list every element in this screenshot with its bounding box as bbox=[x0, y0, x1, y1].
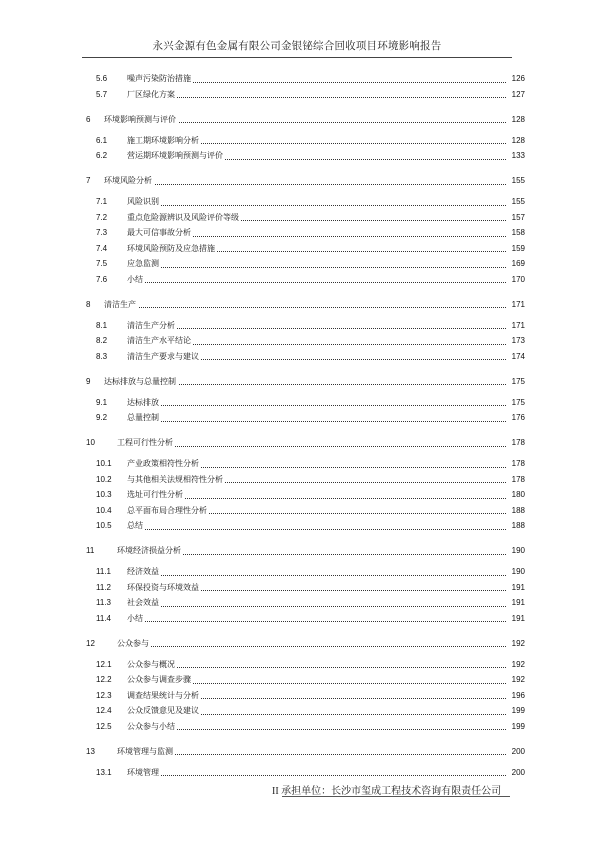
toc-leader-dots bbox=[104, 184, 508, 185]
toc-entry-title: 应急监测 bbox=[127, 259, 159, 268]
toc-entry-title: 环境风险分析 bbox=[104, 176, 152, 185]
toc-entry-title: 工程可行性分析 bbox=[117, 438, 173, 447]
toc-entry-title: 产业政策相符性分析 bbox=[127, 459, 199, 468]
toc-entry-title: 公众参与调查步骤 bbox=[127, 675, 191, 684]
toc-entry-number: 6.2 bbox=[96, 151, 108, 160]
toc-entry[interactable] bbox=[0, 458, 595, 470]
toc-entry[interactable] bbox=[0, 89, 595, 101]
toc-entry-title: 噪声污染防治措施 bbox=[127, 74, 191, 83]
toc-entry-page: 191 bbox=[507, 582, 525, 594]
toc-leader-dots bbox=[117, 754, 508, 755]
toc-entry[interactable] bbox=[0, 597, 595, 609]
toc-entry-page: 158 bbox=[507, 227, 525, 239]
toc-entry-page: 191 bbox=[507, 613, 525, 625]
toc-entry-number: 12.5 bbox=[96, 721, 112, 731]
toc-entry-number: 10 bbox=[86, 438, 95, 447]
toc-entry-number: 8.3 bbox=[96, 351, 108, 361]
toc-entry-title: 总量控制 bbox=[127, 413, 159, 422]
toc-entry-title: 调查结果统计与分析 bbox=[127, 690, 199, 700]
toc-entry-number: 12 bbox=[86, 638, 95, 648]
toc-entry-number: 10.1 bbox=[96, 459, 112, 468]
toc-leader-dots bbox=[127, 775, 508, 776]
toc-entry-title: 最大可信事故分析 bbox=[127, 228, 191, 237]
toc-entry-number: 11.2 bbox=[96, 582, 111, 592]
toc-entry-number: 5.7 bbox=[96, 89, 108, 99]
toc-leader-dots bbox=[127, 97, 508, 98]
toc-entry[interactable] bbox=[0, 376, 595, 388]
toc-entry-page: 199 bbox=[507, 721, 525, 733]
toc-entry-number: 7.6 bbox=[96, 274, 108, 284]
toc-entry-page: 190 bbox=[507, 545, 525, 557]
toc-entry-title: 清洁生产分析 bbox=[127, 320, 175, 330]
toc-entry[interactable] bbox=[0, 613, 595, 625]
toc-entry-title: 环保投资与环境效益 bbox=[127, 582, 199, 592]
toc-entry[interactable] bbox=[0, 659, 595, 671]
toc-entry-title: 与其他相关法规相符性分析 bbox=[127, 474, 223, 484]
toc-entry-number: 13 bbox=[86, 746, 95, 756]
toc-entry[interactable] bbox=[0, 351, 595, 363]
toc-entry[interactable] bbox=[0, 320, 595, 332]
toc-leader-dots bbox=[127, 405, 508, 406]
toc-entry[interactable] bbox=[0, 274, 595, 286]
toc-entry-page: 170 bbox=[507, 274, 525, 286]
toc-entry-page: 169 bbox=[507, 258, 525, 270]
toc-leader-dots bbox=[127, 729, 508, 730]
toc-entry-number: 9.1 bbox=[96, 397, 108, 407]
toc-entry-title: 清洁生产要求与建议 bbox=[127, 351, 199, 361]
toc-entry-page: 159 bbox=[507, 243, 525, 255]
toc-entry-page: 190 bbox=[507, 566, 525, 578]
toc-entry-number: 12.3 bbox=[96, 690, 112, 700]
toc-entry[interactable] bbox=[0, 638, 595, 650]
toc-entry[interactable] bbox=[0, 335, 595, 347]
toc-entry-title: 环境风险预防及应急措施 bbox=[127, 243, 215, 253]
toc-leader-dots bbox=[127, 529, 508, 530]
toc-entry-title: 营运期环境影响预测与评价 bbox=[127, 151, 223, 160]
toc-leader-dots bbox=[104, 307, 508, 308]
toc-entry-number: 5.6 bbox=[96, 74, 108, 83]
toc-entry-page: 196 bbox=[507, 690, 525, 702]
toc-leader-dots bbox=[127, 328, 508, 329]
toc-entry-title: 小结 bbox=[127, 613, 143, 623]
header-divider bbox=[82, 57, 512, 58]
toc-entry-number: 7.2 bbox=[96, 212, 108, 222]
toc-entry-page: 128 bbox=[507, 114, 525, 126]
toc-entry[interactable] bbox=[0, 243, 595, 255]
toc-entry-number: 12.1 bbox=[96, 659, 112, 669]
toc-entry-title: 总结 bbox=[127, 521, 143, 530]
toc-entry-number: 6.1 bbox=[96, 135, 108, 145]
toc-entry-page: 200 bbox=[507, 767, 525, 779]
toc-entry-page: 192 bbox=[507, 659, 525, 671]
toc-leader-dots bbox=[127, 267, 508, 268]
toc-entry-number: 7.4 bbox=[96, 243, 108, 253]
toc-entry-page: 188 bbox=[507, 520, 525, 532]
toc-entry-title: 经济效益 bbox=[127, 567, 159, 576]
toc-leader-dots bbox=[127, 421, 508, 422]
toc-entry-page: 199 bbox=[507, 705, 525, 717]
toc-entry-number: 12.4 bbox=[96, 706, 112, 715]
toc-entry-page: 171 bbox=[507, 299, 525, 311]
toc-entry[interactable] bbox=[0, 566, 595, 578]
toc-entry-title: 选址可行性分析 bbox=[127, 490, 183, 499]
toc-entry[interactable] bbox=[0, 489, 595, 501]
toc-entry[interactable] bbox=[0, 135, 595, 147]
toc-entry-page: 128 bbox=[507, 135, 525, 147]
toc-entry[interactable] bbox=[0, 150, 595, 162]
toc-entry-number: 7 bbox=[86, 176, 91, 185]
toc-leader-dots bbox=[117, 646, 508, 647]
toc-entry-number: 10.2 bbox=[96, 474, 112, 484]
document-header-title: 永兴金源有色金属有限公司金银铋综合回收项目环境影响报告 bbox=[152, 41, 442, 52]
toc-entry[interactable] bbox=[0, 690, 595, 702]
toc-entry-number: 9 bbox=[86, 376, 91, 386]
toc-entry[interactable] bbox=[0, 175, 595, 187]
toc-entry-page: 200 bbox=[507, 746, 525, 758]
toc-entry-page: 178 bbox=[507, 437, 525, 449]
toc-leader-dots bbox=[127, 575, 508, 576]
toc-entry[interactable] bbox=[0, 212, 595, 224]
toc-entry[interactable] bbox=[0, 545, 595, 557]
toc-entry-title: 社会效益 bbox=[127, 598, 159, 607]
toc-entry-title: 环境管理 bbox=[127, 767, 159, 777]
toc-entry-number: 8 bbox=[86, 299, 91, 309]
toc-entry[interactable] bbox=[0, 437, 595, 449]
toc-entry-title: 环境管理与监测 bbox=[117, 746, 173, 756]
toc-entry[interactable] bbox=[0, 196, 595, 208]
toc-entry-title: 小结 bbox=[127, 274, 143, 284]
toc-entry-page: 127 bbox=[507, 89, 525, 101]
toc-entry-title: 清洁生产水平结论 bbox=[127, 336, 191, 345]
toc-entry[interactable] bbox=[0, 114, 595, 126]
toc-entry-title: 环境影响预测与评价 bbox=[104, 114, 176, 124]
toc-entry[interactable] bbox=[0, 474, 595, 486]
toc-entry-number: 11.1 bbox=[96, 567, 111, 576]
toc-entry-number: 13.1 bbox=[96, 767, 112, 777]
toc-entry-title: 达标排放 bbox=[127, 397, 159, 407]
toc-leader-dots bbox=[127, 205, 508, 206]
toc-entry-page: 192 bbox=[507, 638, 525, 650]
toc-entry-title: 公众反馈意见及建议 bbox=[127, 706, 199, 715]
toc-entry-number: 6 bbox=[86, 114, 91, 124]
toc-entry[interactable] bbox=[0, 505, 595, 517]
toc-entry-number: 7.3 bbox=[96, 228, 108, 237]
toc-entry[interactable] bbox=[0, 73, 595, 85]
toc-entry-number: 10.5 bbox=[96, 521, 112, 530]
toc-entry-title: 公众参与小结 bbox=[127, 721, 175, 731]
toc-entry-page: 180 bbox=[507, 489, 525, 501]
toc-entry-page: 188 bbox=[507, 505, 525, 517]
toc-entry-page: 178 bbox=[507, 474, 525, 486]
toc-entry-number: 11.3 bbox=[96, 598, 111, 607]
toc-entry-title: 施工期环境影响分析 bbox=[127, 135, 199, 145]
toc-entry-page: 173 bbox=[507, 335, 525, 347]
toc-entry-title: 公众参与 bbox=[117, 638, 149, 648]
toc-entry[interactable] bbox=[0, 227, 595, 239]
toc-entry-number: 7.5 bbox=[96, 259, 108, 268]
toc-entry-title: 重点危险源辨识及风险评价等级 bbox=[127, 212, 239, 222]
toc-entry[interactable] bbox=[0, 397, 595, 409]
toc-entry[interactable] bbox=[0, 582, 595, 594]
toc-entry-page: 157 bbox=[507, 212, 525, 224]
toc-entry-page: 174 bbox=[507, 351, 525, 363]
toc-entry-title: 厂区绿化方案 bbox=[127, 89, 175, 99]
toc-entry-page: 155 bbox=[507, 175, 525, 187]
toc-entry-page: 192 bbox=[507, 674, 525, 686]
toc-entry-page: 178 bbox=[507, 458, 525, 470]
toc-entry-title: 达标排放与总量控制 bbox=[104, 376, 176, 386]
toc-entry-page: 176 bbox=[507, 412, 525, 424]
toc-entry-page: 191 bbox=[507, 597, 525, 609]
toc-entry-title: 公众参与概况 bbox=[127, 659, 175, 669]
toc-entry-title: 总平面布局合理性分析 bbox=[127, 505, 207, 515]
toc-leader-dots bbox=[127, 621, 508, 622]
toc-entry-number: 11 bbox=[86, 546, 95, 555]
toc-entry[interactable] bbox=[0, 299, 595, 311]
toc-entry[interactable] bbox=[0, 258, 595, 270]
toc-entry[interactable] bbox=[0, 674, 595, 686]
document-footer: II 承担单位：长沙市玺成工程技术咨询有限责任公司 bbox=[272, 786, 502, 797]
toc-entry-number: 10.4 bbox=[96, 505, 112, 515]
toc-entry-number: 11.4 bbox=[96, 613, 111, 623]
toc-entry-page: 133 bbox=[507, 150, 525, 162]
toc-leader-dots bbox=[127, 667, 508, 668]
toc-entry-number: 8.2 bbox=[96, 336, 108, 345]
toc-entry-number: 8.1 bbox=[96, 320, 108, 330]
toc-entry[interactable] bbox=[0, 767, 595, 779]
toc-entry-page: 126 bbox=[507, 73, 525, 85]
toc-entry[interactable] bbox=[0, 520, 595, 532]
toc-entry-number: 10.3 bbox=[96, 490, 112, 499]
toc-entry-page: 171 bbox=[507, 320, 525, 332]
toc-entry-title: 环境经济损益分析 bbox=[117, 546, 181, 555]
toc-entry-title: 清洁生产 bbox=[104, 299, 136, 309]
toc-entry-page: 155 bbox=[507, 196, 525, 208]
toc-leader-dots bbox=[117, 446, 508, 447]
toc-entry-page: 175 bbox=[507, 376, 525, 388]
toc-entry-title: 风险识别 bbox=[127, 197, 159, 206]
toc-entry[interactable] bbox=[0, 412, 595, 424]
toc-leader-dots bbox=[127, 606, 508, 607]
toc-entry-number: 12.2 bbox=[96, 675, 112, 684]
toc-entry-number: 9.2 bbox=[96, 413, 108, 422]
toc-leader-dots bbox=[127, 282, 508, 283]
toc-entry-page: 175 bbox=[507, 397, 525, 409]
toc-entry[interactable] bbox=[0, 746, 595, 758]
toc-entry[interactable] bbox=[0, 705, 595, 717]
toc-entry[interactable] bbox=[0, 721, 595, 733]
toc-entry-number: 7.1 bbox=[96, 197, 108, 206]
